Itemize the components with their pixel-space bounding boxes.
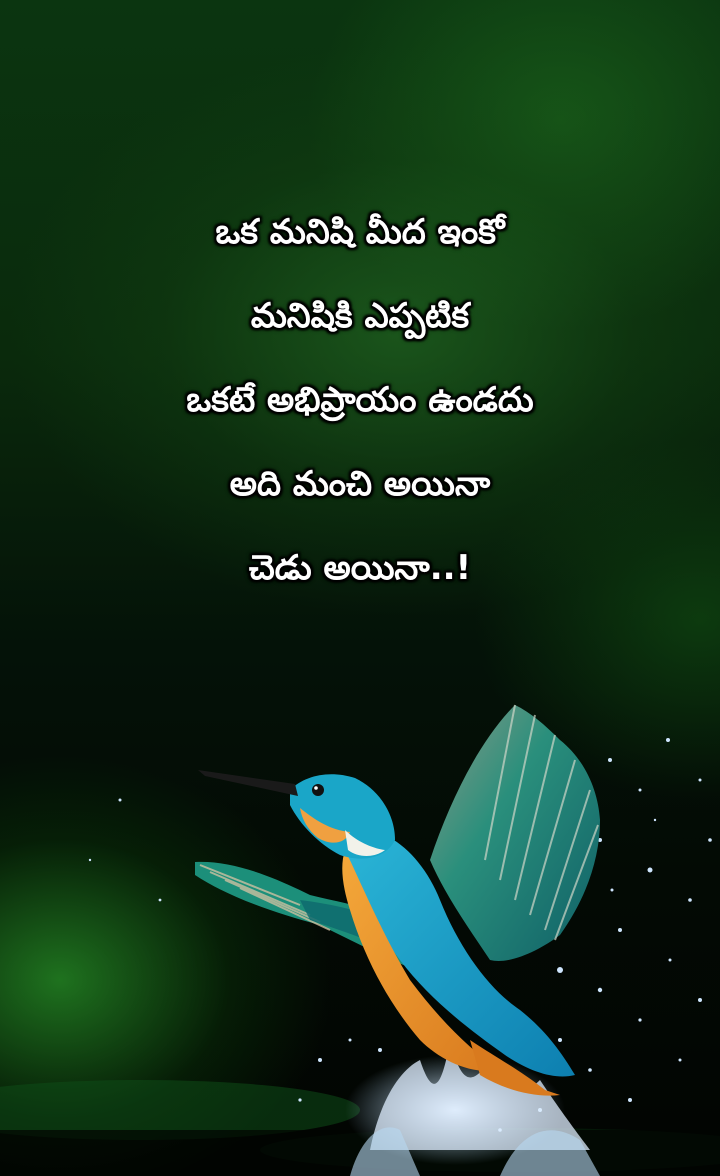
quote-line: ఒక మనిషి మీద ఇంకో bbox=[215, 212, 505, 252]
quote-line: ఒకటే అభిప్రాయం ఉండదు bbox=[186, 380, 534, 420]
quote-text bbox=[60, 190, 660, 610]
kingfisher-right-wing bbox=[430, 705, 600, 961]
quote-line: మనిషికి ఎప్పటిక bbox=[250, 296, 470, 336]
quote-line: చెడు అయినా..! bbox=[248, 548, 472, 588]
quote-line: అది మంచి అయినా bbox=[229, 464, 491, 504]
